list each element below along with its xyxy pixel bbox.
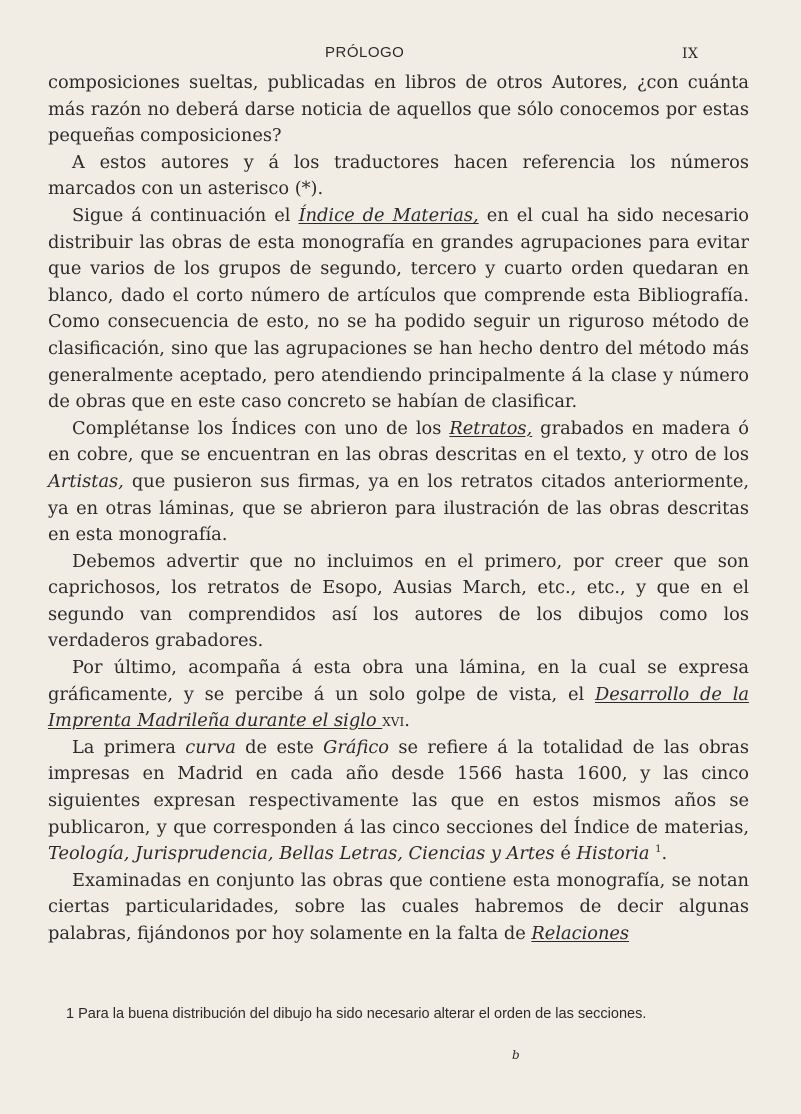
text-segment: que pusieron sus firmas, ya en los retratos citados anteriormente, ya en otras láminas, que se abrieron para ilustración de las obras descritas en esta monografía.	[48, 470, 749, 546]
text-segment: La primera	[72, 736, 186, 758]
text-segment: Historia	[576, 843, 650, 865]
paragraph	[48, 868, 749, 948]
text-segment: Teología, Jurisprudencia, Bellas Letras, Ciencias y Artes	[48, 843, 555, 865]
text-segment: A estos autores y á los traductores hacen referencia los números marcados con un asterisco (*).	[48, 151, 749, 200]
paragraph	[48, 549, 749, 655]
paragraph	[48, 735, 749, 868]
text-segment: de este	[235, 736, 324, 758]
header-title: PRÓLOGO	[325, 44, 405, 61]
paragraph	[48, 70, 749, 150]
text-segment: .	[404, 710, 410, 732]
paragraph	[48, 655, 749, 735]
text-segment: Debemos advertir que no incluimos en el primero, por creer que son caprichosos, los retratos de Esopo, Ausias March, etc., etc., y que en el segundo van comprendidos así los autores de los dibujos como los verdaderos grabadores.	[48, 550, 749, 652]
text-segment: Gráfico	[323, 736, 390, 758]
text-segment: Examinadas en conjunto las obras que contiene esta monografía, se notan ciertas particularidades, sobre las cuales habremos de decir algunas palabras, fijándonos por hoy solamente en la falta de	[48, 869, 749, 944]
footnote-ref: 1	[655, 844, 662, 856]
body-text	[48, 70, 749, 948]
text-segment: Relaciones	[531, 923, 630, 944]
text-segment: Desarrollo de la Imprenta Madrileña durante el siglo	[48, 683, 749, 732]
footnote-number: 1	[66, 1006, 75, 1022]
footnote	[48, 1005, 753, 1024]
text-segment: Artistas,	[48, 470, 124, 492]
text-segment: en el cual ha sido necesario distribuir las obras de esta monografía en grandes agrupaciones para evitar que varios de los grupos de segundo, tercero y cuarto orden quedaran en blanco, dado el corto número de artículos que comprende esta Bibliografía. Como consecuencia de esto, no se ha podido seguir un riguroso método de clasificación, sino que las agrupaciones se han hecho dentro del método más generalmente aceptado, pero atendiendo principalmente á la clase y número de obras que en este caso concreto se habían de clasificar.	[48, 204, 749, 413]
text-segment: Por último, acompaña á esta obra una lámina, en la cual se expresa gráficamente, y se percibe á un solo golpe de vista, el	[48, 657, 749, 705]
text-segment: .	[661, 843, 668, 865]
text-segment: Retratos,	[449, 417, 533, 439]
text-segment: Sigue á continuación el	[72, 204, 299, 226]
text-segment: grabados en madera ó en cobre, que se encuentran en las obras descritas en el texto, y otro de los	[48, 417, 749, 466]
paragraph	[48, 150, 749, 203]
text-segment: composiciones sueltas, publicadas en libros de otros Autores, ¿con cuánta más razón no deberá darse noticia de aquellos que sólo conocemos por estas pequeñas composiciones?	[48, 72, 749, 147]
page-number: IX	[682, 46, 699, 62]
text-segment: xvi	[382, 710, 405, 732]
text-segment: se refiere á la totalidad de las obras impresas en Madrid en cada año desde 1566 hasta 1600, y las cinco siguientes expresan respectivamente las que en estos mismos años se publicaron, y que corresponden á las cinco secciones del Índice de materias,	[48, 736, 749, 838]
running-header	[0, 44, 801, 64]
signature-mark: b	[512, 1048, 520, 1062]
paragraph	[48, 203, 749, 416]
text-segment: Índice de Materias,	[298, 204, 479, 226]
text-segment: Complétanse los Índices con uno de los	[72, 417, 450, 439]
footnote-text: Para la buena distribución del dibujo ha sido necesario alterar el orden de las secciones.	[78, 1006, 647, 1022]
text-segment: é	[554, 843, 577, 865]
text-segment: curva	[185, 736, 236, 758]
paragraph	[48, 416, 749, 549]
